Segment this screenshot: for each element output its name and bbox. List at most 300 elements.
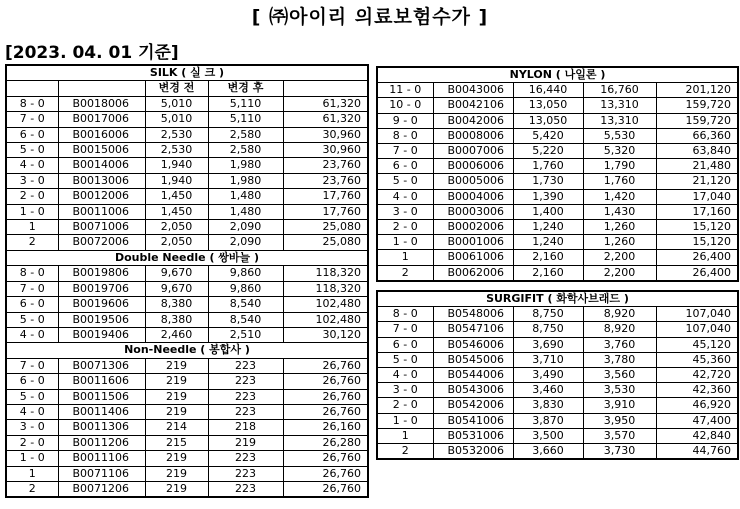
price-after-cell: 219 [208, 435, 283, 450]
table-row [377, 189, 738, 204]
size-cell: 3 - 0 [377, 204, 433, 219]
table-row [6, 173, 368, 188]
price-after-cell: 2,090 [208, 220, 283, 235]
price-before-cell: 1,240 [513, 235, 583, 250]
size-cell: 8 - 0 [377, 128, 433, 143]
size-cell: 1 [6, 466, 58, 481]
table-row [6, 143, 368, 158]
code-cell: B0014006 [58, 158, 145, 173]
price-after-cell: 218 [208, 420, 283, 435]
code-cell: B0548006 [433, 307, 513, 322]
price-after-cell: 13,310 [583, 113, 656, 128]
price-before-cell: 1,450 [145, 204, 208, 219]
code-cell: B0061006 [433, 250, 513, 265]
code-cell: B0005006 [433, 174, 513, 189]
price-before-cell: 1,450 [145, 189, 208, 204]
size-cell: 6 - 0 [377, 337, 433, 352]
section-title: SURGIFIT ( 화학사브래드 ) [377, 291, 738, 307]
price-after-cell: 3,530 [583, 383, 656, 398]
total-cell: 45,360 [656, 352, 738, 367]
price-before-cell: 13,050 [513, 98, 583, 113]
price-before-cell: 2,460 [145, 327, 208, 342]
surgifit-price-table [376, 290, 739, 460]
price-after-cell: 1,420 [583, 189, 656, 204]
total-cell: 26,400 [656, 265, 738, 281]
size-cell: 1 - 0 [6, 451, 58, 466]
table-row [6, 127, 368, 142]
size-cell: 7 - 0 [6, 358, 58, 373]
code-cell: B0001006 [433, 235, 513, 250]
size-cell: 1 [6, 220, 58, 235]
code-cell: B0042006 [433, 113, 513, 128]
total-cell: 61,320 [283, 112, 368, 127]
total-cell: 45,120 [656, 337, 738, 352]
table-row [377, 204, 738, 219]
total-cell: 15,120 [656, 235, 738, 250]
size-cell: 7 - 0 [377, 322, 433, 337]
size-cell: 1 - 0 [377, 235, 433, 250]
price-after-cell: 1,430 [583, 204, 656, 219]
table-row [377, 235, 738, 250]
code-cell: B0071306 [58, 358, 145, 373]
price-after-cell: 2,510 [208, 327, 283, 342]
code-cell: B0011006 [58, 204, 145, 219]
size-cell: 5 - 0 [377, 174, 433, 189]
table-row [6, 96, 368, 111]
price-after-cell: 8,540 [208, 297, 283, 312]
price-before-cell: 1,390 [513, 189, 583, 204]
total-cell: 63,840 [656, 144, 738, 159]
price-before-cell: 2,530 [145, 127, 208, 142]
section-header-row [377, 67, 738, 83]
price-before-cell: 2,530 [145, 143, 208, 158]
table-row [377, 174, 738, 189]
code-cell: B0071106 [58, 466, 145, 481]
price-after-cell: 1,260 [583, 220, 656, 235]
total-cell: 201,120 [656, 83, 738, 98]
price-before-cell: 219 [145, 404, 208, 419]
total-cell: 23,760 [283, 173, 368, 188]
size-cell: 2 - 0 [377, 398, 433, 413]
section-header-row [6, 250, 368, 265]
table-row [6, 266, 368, 281]
code-cell: B0004006 [433, 189, 513, 204]
total-cell: 66,360 [656, 128, 738, 143]
total-cell: 107,040 [656, 322, 738, 337]
total-cell: 26,760 [283, 451, 368, 466]
price-before-cell: 3,490 [513, 368, 583, 383]
price-after-cell: 2,200 [583, 250, 656, 265]
price-before-cell: 5,420 [513, 128, 583, 143]
total-cell: 61,320 [283, 96, 368, 111]
price-before-cell: 5,220 [513, 144, 583, 159]
price-before-cell: 219 [145, 389, 208, 404]
total-cell: 26,280 [283, 435, 368, 450]
code-cell: B0015006 [58, 143, 145, 158]
size-cell: 11 - 0 [377, 83, 433, 98]
price-before-cell: 5,010 [145, 96, 208, 111]
size-cell: 3 - 0 [6, 420, 58, 435]
price-after-cell: 223 [208, 481, 283, 497]
table-row [377, 368, 738, 383]
table-row [377, 128, 738, 143]
size-cell: 2 [6, 481, 58, 497]
total-cell: 107,040 [656, 307, 738, 322]
table-row [6, 235, 368, 250]
price-after-cell: 3,950 [583, 413, 656, 428]
price-before-cell: 8,750 [513, 322, 583, 337]
table-row [6, 312, 368, 327]
size-cell: 4 - 0 [6, 158, 58, 173]
code-cell: B0071206 [58, 481, 145, 497]
price-after-cell: 5,320 [583, 144, 656, 159]
page-title: [ ㈜아이리 의료보험수가 ] [251, 6, 489, 28]
total-cell: 42,720 [656, 368, 738, 383]
section-header-row [6, 65, 368, 81]
price-after-cell: 3,560 [583, 368, 656, 383]
price-before-cell: 9,670 [145, 266, 208, 281]
size-cell: 1 - 0 [377, 413, 433, 428]
size-cell: 7 - 0 [377, 144, 433, 159]
left-price-table [5, 64, 369, 498]
code-cell: B0012006 [58, 189, 145, 204]
code-cell: B0019606 [58, 297, 145, 312]
header-before: 변경 전 [145, 81, 208, 96]
price-before-cell: 13,050 [513, 113, 583, 128]
table-row [6, 420, 368, 435]
price-after-cell: 3,910 [583, 398, 656, 413]
code-cell: B0543006 [433, 383, 513, 398]
table-row [6, 297, 368, 312]
code-cell: B0019506 [58, 312, 145, 327]
total-cell: 15,120 [656, 220, 738, 235]
price-after-cell: 223 [208, 404, 283, 419]
code-cell: B0062006 [433, 265, 513, 281]
price-before-cell: 3,460 [513, 383, 583, 398]
code-cell: B0019806 [58, 266, 145, 281]
price-before-cell: 219 [145, 451, 208, 466]
size-cell: 5 - 0 [6, 389, 58, 404]
section-title: Non-Needle ( 봉합사 ) [6, 343, 368, 358]
price-after-cell: 223 [208, 358, 283, 373]
price-before-cell: 219 [145, 374, 208, 389]
size-cell: 1 [377, 250, 433, 265]
table-row [377, 250, 738, 265]
price-after-cell: 5,110 [208, 96, 283, 111]
table-row [377, 83, 738, 98]
code-cell: B0007006 [433, 144, 513, 159]
table-row [6, 374, 368, 389]
code-cell: B0531006 [433, 428, 513, 443]
total-cell: 30,960 [283, 127, 368, 142]
table-row [6, 435, 368, 450]
code-cell: B0011306 [58, 420, 145, 435]
price-after-cell: 5,110 [208, 112, 283, 127]
price-before-cell: 2,160 [513, 265, 583, 281]
total-cell: 26,760 [283, 404, 368, 419]
total-cell: 44,760 [656, 444, 738, 460]
table-row [377, 337, 738, 352]
code-cell: B0011506 [58, 389, 145, 404]
total-cell: 21,120 [656, 174, 738, 189]
price-before-cell: 219 [145, 358, 208, 373]
price-after-cell: 1,260 [583, 235, 656, 250]
total-cell: 23,760 [283, 158, 368, 173]
size-cell: 6 - 0 [377, 159, 433, 174]
price-before-cell: 1,940 [145, 158, 208, 173]
price-before-cell: 219 [145, 466, 208, 481]
price-before-cell: 5,010 [145, 112, 208, 127]
price-after-cell: 223 [208, 451, 283, 466]
table-row [6, 189, 368, 204]
total-cell: 42,840 [656, 428, 738, 443]
total-cell: 17,760 [283, 204, 368, 219]
table-row [377, 220, 738, 235]
table-row [6, 358, 368, 373]
table-row [6, 158, 368, 173]
code-cell: B0002006 [433, 220, 513, 235]
table-row [377, 352, 738, 367]
price-before-cell: 8,750 [513, 307, 583, 322]
table-row [377, 444, 738, 460]
total-cell: 26,760 [283, 466, 368, 481]
price-before-cell: 8,380 [145, 312, 208, 327]
section-title: SILK ( 실 크 ) [6, 65, 368, 81]
price-after-cell: 3,780 [583, 352, 656, 367]
price-before-cell: 3,830 [513, 398, 583, 413]
code-cell: B0003006 [433, 204, 513, 219]
size-cell: 5 - 0 [6, 143, 58, 158]
price-after-cell: 9,860 [208, 281, 283, 296]
total-cell: 17,040 [656, 189, 738, 204]
price-before-cell: 2,050 [145, 220, 208, 235]
size-cell: 7 - 0 [6, 281, 58, 296]
price-after-cell: 5,530 [583, 128, 656, 143]
table-row [6, 481, 368, 497]
total-cell: 102,480 [283, 312, 368, 327]
code-cell: B0532006 [433, 444, 513, 460]
price-after-cell: 3,730 [583, 444, 656, 460]
price-after-cell: 2,580 [208, 127, 283, 142]
price-before-cell: 215 [145, 435, 208, 450]
table-row [6, 220, 368, 235]
table-row [6, 281, 368, 296]
nylon-price-table [376, 66, 739, 282]
code-cell: B0016006 [58, 127, 145, 142]
price-after-cell: 8,920 [583, 322, 656, 337]
code-cell: B0546006 [433, 337, 513, 352]
size-cell: 4 - 0 [377, 189, 433, 204]
total-cell: 17,160 [656, 204, 738, 219]
size-cell: 1 [377, 428, 433, 443]
price-before-cell: 219 [145, 481, 208, 497]
size-cell: 7 - 0 [6, 112, 58, 127]
price-after-cell: 2,200 [583, 265, 656, 281]
code-cell: B0542006 [433, 398, 513, 413]
code-cell: B0006006 [433, 159, 513, 174]
total-cell: 26,400 [656, 250, 738, 265]
code-cell: B0544006 [433, 368, 513, 383]
table-row [377, 307, 738, 322]
code-cell: B0042106 [433, 98, 513, 113]
total-cell: 159,720 [656, 98, 738, 113]
section-title: Double Needle ( 쌍바늘 ) [6, 250, 368, 265]
total-cell: 26,760 [283, 374, 368, 389]
size-cell: 8 - 0 [377, 307, 433, 322]
price-before-cell: 3,500 [513, 428, 583, 443]
table-row [377, 98, 738, 113]
size-cell: 10 - 0 [377, 98, 433, 113]
price-before-cell: 3,690 [513, 337, 583, 352]
price-before-cell: 3,870 [513, 413, 583, 428]
price-after-cell: 223 [208, 374, 283, 389]
size-cell: 9 - 0 [377, 113, 433, 128]
table-row [6, 451, 368, 466]
price-after-cell: 1,480 [208, 204, 283, 219]
price-after-cell: 16,760 [583, 83, 656, 98]
total-cell: 102,480 [283, 297, 368, 312]
table-row [377, 113, 738, 128]
price-after-cell: 2,090 [208, 235, 283, 250]
size-cell: 6 - 0 [6, 374, 58, 389]
price-after-cell: 1,980 [208, 158, 283, 173]
table-row [6, 204, 368, 219]
table-row [6, 466, 368, 481]
price-before-cell: 3,710 [513, 352, 583, 367]
size-cell: 5 - 0 [377, 352, 433, 367]
code-cell: B0541006 [433, 413, 513, 428]
total-cell: 26,760 [283, 389, 368, 404]
price-before-cell: 2,050 [145, 235, 208, 250]
price-after-cell: 9,860 [208, 266, 283, 281]
column-header-row [6, 81, 368, 96]
size-cell: 3 - 0 [377, 383, 433, 398]
size-cell: 2 - 0 [6, 189, 58, 204]
price-before-cell: 1,760 [513, 159, 583, 174]
table-row [377, 265, 738, 281]
size-cell: 5 - 0 [6, 312, 58, 327]
table-row [377, 398, 738, 413]
size-cell: 8 - 0 [6, 96, 58, 111]
table-row [377, 144, 738, 159]
price-after-cell: 13,310 [583, 98, 656, 113]
table-row [377, 322, 738, 337]
code-cell: B0545006 [433, 352, 513, 367]
reference-date: [2023. 04. 01 기준] [5, 43, 179, 63]
price-after-cell: 1,480 [208, 189, 283, 204]
total-cell: 26,760 [283, 358, 368, 373]
total-cell: 159,720 [656, 113, 738, 128]
size-cell: 2 - 0 [6, 435, 58, 450]
code-cell: B0011106 [58, 451, 145, 466]
size-cell: 3 - 0 [6, 173, 58, 188]
section-header-row [377, 291, 738, 307]
price-before-cell: 9,670 [145, 281, 208, 296]
code-cell: B0071006 [58, 220, 145, 235]
price-after-cell: 1,790 [583, 159, 656, 174]
size-cell: 6 - 0 [6, 297, 58, 312]
price-before-cell: 2,160 [513, 250, 583, 265]
price-after-cell: 3,570 [583, 428, 656, 443]
price-after-cell: 223 [208, 466, 283, 481]
size-cell: 2 - 0 [377, 220, 433, 235]
price-after-cell: 8,540 [208, 312, 283, 327]
total-cell: 42,360 [656, 383, 738, 398]
size-cell: 1 - 0 [6, 204, 58, 219]
code-cell: B0072006 [58, 235, 145, 250]
price-after-cell: 1,760 [583, 174, 656, 189]
total-cell: 25,080 [283, 235, 368, 250]
table-row [6, 389, 368, 404]
price-after-cell: 1,980 [208, 173, 283, 188]
total-cell: 118,320 [283, 266, 368, 281]
price-after-cell: 223 [208, 389, 283, 404]
price-before-cell: 1,730 [513, 174, 583, 189]
code-cell: B0019406 [58, 327, 145, 342]
table-row [6, 112, 368, 127]
size-cell: 4 - 0 [6, 327, 58, 342]
code-cell: B0011206 [58, 435, 145, 450]
code-cell: B0043006 [433, 83, 513, 98]
price-before-cell: 1,940 [145, 173, 208, 188]
code-cell: B0547106 [433, 322, 513, 337]
section-header-row [6, 343, 368, 358]
total-cell: 47,400 [656, 413, 738, 428]
section-title: NYLON ( 나일론 ) [377, 67, 738, 83]
price-after-cell: 8,920 [583, 307, 656, 322]
size-cell: 2 [377, 265, 433, 281]
total-cell: 25,080 [283, 220, 368, 235]
price-before-cell: 8,380 [145, 297, 208, 312]
code-cell: B0019706 [58, 281, 145, 296]
total-cell: 46,920 [656, 398, 738, 413]
total-cell: 21,480 [656, 159, 738, 174]
price-after-cell: 2,580 [208, 143, 283, 158]
code-cell: B0018006 [58, 96, 145, 111]
size-cell: 6 - 0 [6, 127, 58, 142]
total-cell: 118,320 [283, 281, 368, 296]
code-cell: B0008006 [433, 128, 513, 143]
header-blank [283, 81, 368, 96]
total-cell: 30,960 [283, 143, 368, 158]
table-row [377, 428, 738, 443]
size-cell: 4 - 0 [6, 404, 58, 419]
code-cell: B0017006 [58, 112, 145, 127]
code-cell: B0011606 [58, 374, 145, 389]
size-cell: 4 - 0 [377, 368, 433, 383]
table-row [6, 404, 368, 419]
total-cell: 26,760 [283, 481, 368, 497]
price-before-cell: 16,440 [513, 83, 583, 98]
size-cell: 2 [6, 235, 58, 250]
price-before-cell: 3,660 [513, 444, 583, 460]
code-cell: B0013006 [58, 173, 145, 188]
table-row [377, 159, 738, 174]
header-code [58, 81, 145, 96]
table-row [6, 327, 368, 342]
total-cell: 26,160 [283, 420, 368, 435]
total-cell: 30,120 [283, 327, 368, 342]
total-cell: 17,760 [283, 189, 368, 204]
size-cell: 2 [377, 444, 433, 460]
code-cell: B0011406 [58, 404, 145, 419]
price-before-cell: 1,240 [513, 220, 583, 235]
price-before-cell: 214 [145, 420, 208, 435]
size-cell: 8 - 0 [6, 266, 58, 281]
table-row [377, 413, 738, 428]
price-after-cell: 3,760 [583, 337, 656, 352]
header-after: 변경 후 [208, 81, 283, 96]
